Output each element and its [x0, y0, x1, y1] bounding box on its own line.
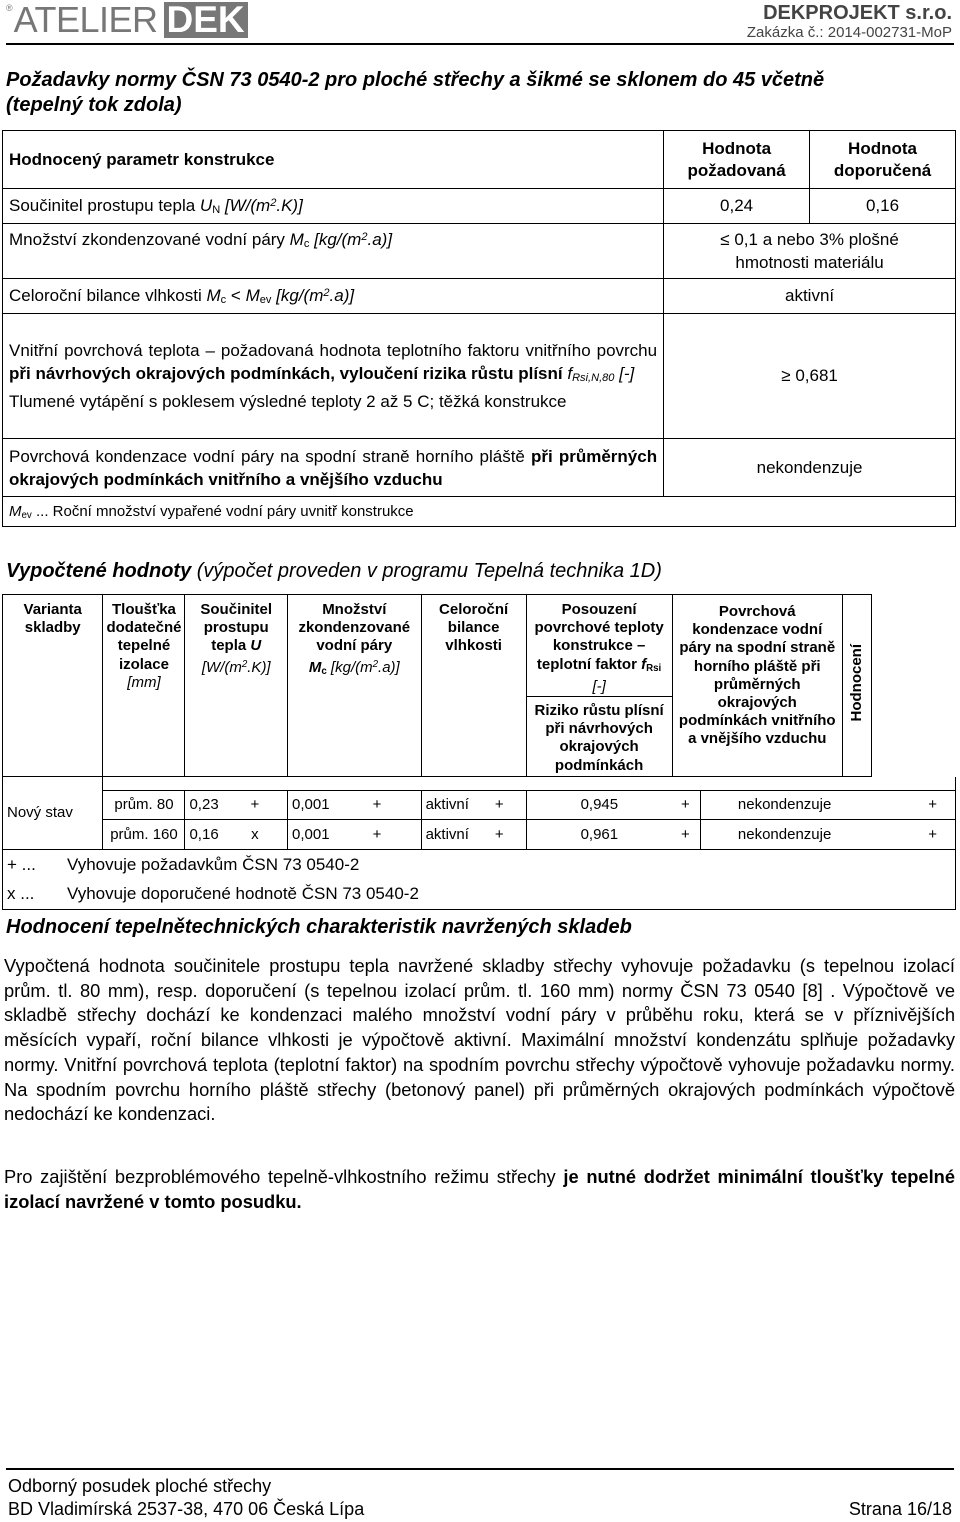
le-icon: ≤ — [720, 230, 730, 249]
ge-icon: ≥ — [781, 366, 791, 385]
legend-recommended: x ... Vyhovuje doporučené hodnotě ČSN 73 0540-2 — [3, 880, 956, 910]
variant-header: Varianta skladby — [3, 595, 103, 777]
u-value: 0,16 — [185, 820, 223, 850]
f-eval: + — [672, 791, 700, 820]
requirements-title: Požadavky normy ČSN 73 0540-2 pro ploché střechy a šikmé se sklonem do 45 včetně (tepelný tok zdola) — [6, 69, 825, 116]
note-row — [3, 497, 956, 527]
thickness-header: Tloušťka dodatečné tepelné izolace [mm] — [103, 595, 185, 777]
u-value: 0,23 — [185, 791, 223, 820]
u-header: Součinitel prostupu tepla U $[W/(m^2.K)]$ — [185, 595, 288, 777]
mold-header: Riziko růstu plísní při návrhových okrajových podmínkách — [526, 697, 672, 777]
param-header: Hodnocený parametr konstrukce — [3, 131, 664, 189]
balance-eval: + — [473, 791, 526, 820]
variant-name: Nový stav — [3, 777, 103, 850]
recommended-header: Hodnota doporučená — [810, 131, 956, 189]
spacer-row — [3, 777, 956, 791]
logo-word: ATELIER — [13, 0, 158, 40]
cond-eval: + — [871, 791, 955, 820]
legend-row — [3, 850, 956, 880]
value-recommended: 0,16 — [810, 189, 956, 224]
cond-value: nekondenzuje — [700, 791, 871, 820]
table-row — [3, 439, 956, 497]
calc-title: Vypočtené hodnoty (výpočet proveden v programu Tepelná technika 1D) — [6, 560, 662, 582]
balance-value: aktivní — [421, 791, 473, 820]
param-surface-temp: Vnitřní povrchová teplota – požadovaná hodnota teplotního faktoru vnitřního povrchu při návrhových okrajových podmínkách, vyloučení rizika růstu plísní $f_{Rsi,N,80}$ [-] Tlumené vytápění s poklesem výsledné teploty 2 až 5 C; těžká konstrukce — [3, 314, 664, 439]
param-u: Součinitel prostupu tepla $U_N$ $[W/(m^2.K)]$ — [3, 189, 664, 224]
value-required: 0,24 — [664, 189, 810, 224]
surface-temp-header: Posouzení povrchové teploty konstrukce – teplotní faktor $f_{Rsi}$ [-] — [526, 595, 672, 697]
param-balance: Celoroční bilance vlhkosti $M_c < M_{ev}$ $[kg/(m^2.a)]$ — [3, 279, 664, 314]
table-row — [3, 820, 956, 850]
u-eval: + — [223, 791, 288, 820]
evaluation-header: Hodnocení — [843, 595, 872, 777]
header-divider — [6, 43, 954, 45]
mev-note: $M_{ev}$ ... Roční množství vypařené vodní páry uvnitř konstrukce — [3, 497, 956, 527]
conclusion-paragraph: Pro zajištění bezproblémového tepelně-vlhkostního režimu střechy je nutné dodržet minimální tloušťky tepelné izolací navržené v tomto posudku. — [4, 1166, 956, 1212]
mc-eval: + — [334, 791, 422, 820]
balance-eval: + — [473, 820, 526, 850]
atelier-dek-logo — [6, 2, 248, 38]
mc-eval: + — [334, 820, 422, 850]
table-row — [3, 791, 956, 820]
registered-mark-icon: ® — [6, 3, 13, 13]
footer-address: BD Vladimírská 2537-38, 470 06 Česká Lípa — [8, 1499, 365, 1519]
required-header: Hodnota požadovaná — [664, 131, 810, 189]
f-eval: + — [672, 820, 700, 850]
condensation-header: Povrchová kondenzace vodní páry na spodní straně horního pláště při průměrných okrajových podmínkách vnitřního a vnějšího vzduchu — [672, 595, 842, 777]
table-row — [3, 279, 956, 314]
legend-pass: + ... Vyhovuje požadavkům ČSN 73 0540-2 — [3, 850, 956, 880]
evaluation-paragraph: Vypočtená hodnota součinitele prostupu tepla navržené skladby střechy vyhovuje požadavku (s tepelnou izolací prům. tl. 80 mm), resp. doporučení (s tepelnou izolací prům. tl. 160 mm) normy ČSN 73 0540 [8] . Výpočtově ve skladbě střechy dochází ke kondenzaci malého množství vodní páry v průběhu roku, která se v příznivějších měsících vypaří, roční bilance vlhkosti je výpočtově aktivní. Maximální množství kondenzátu splňuje požadavky normy. Vnitřní povrchová teplota (teplotní faktor) na spodním povrchu střechy výpočtově vyhovuje požadavku normy. Na spodním povrchu horního pláště střechy (betonový panel) při průměrných okrajových podmínkách výpočtově nedochází ke kondenzaci. — [4, 955, 955, 1125]
header-right — [747, 2, 952, 41]
mc-header: Množství zkondenzované vodní páry $M_c$ $[kg/(m^2.a)]$ — [288, 595, 422, 777]
value-balance: aktivní — [664, 279, 956, 314]
legend-row — [3, 880, 956, 910]
footer-document: Odborný posudek ploché střechy — [8, 1476, 272, 1496]
param-condensation: Povrchová kondenzace vodní páry na spodní straně horního pláště při průměrných okrajových podmínkách vnitřního a vnějšího vzduchu — [3, 439, 664, 497]
value-surface-temp: ≥ 0,681 — [664, 314, 956, 439]
calc-header-row — [3, 595, 956, 697]
mc-value: 0,001 — [288, 791, 334, 820]
requirements-table — [2, 130, 956, 527]
calc-table — [2, 594, 956, 910]
thickness-value: prům. 80 — [103, 791, 185, 820]
thickness-value: prům. 160 — [103, 820, 185, 850]
u-eval: x — [223, 820, 288, 850]
f-value: 0,961 — [526, 820, 672, 850]
table-row — [3, 224, 956, 279]
table-header-row — [3, 131, 956, 189]
balance-value: aktivní — [421, 820, 473, 850]
value-mc: ≤ 0,1 a nebo 3% plošné hmotnosti materiálu — [664, 224, 956, 279]
cond-value: nekondenzuje — [700, 820, 871, 850]
order-number: Zakázka č.: 2014-002731-MoP — [746, 24, 952, 41]
logo-mark: DEK — [164, 2, 248, 38]
cond-eval: + — [871, 820, 955, 850]
company-name: DEKPROJEKT s.r.o. — [763, 2, 952, 24]
table-row — [3, 189, 956, 224]
balance-header: Celoroční bilance vlhkosti — [421, 595, 526, 777]
table-row — [3, 314, 956, 439]
value-condensation: nekondenzuje — [664, 439, 956, 497]
mc-value: 0,001 — [288, 820, 334, 850]
footer-divider — [6, 1468, 954, 1470]
footer-page-number: Strana 16/18 — [848, 1499, 952, 1519]
evaluation-title: Hodnocení tepelnětechnických charakteristik navržených skladeb — [6, 916, 632, 938]
param-mc: Množství zkondenzované vodní páry $M_c$ $[kg/(m^2.a)]$ — [3, 224, 664, 279]
f-value: 0,945 — [526, 791, 672, 820]
